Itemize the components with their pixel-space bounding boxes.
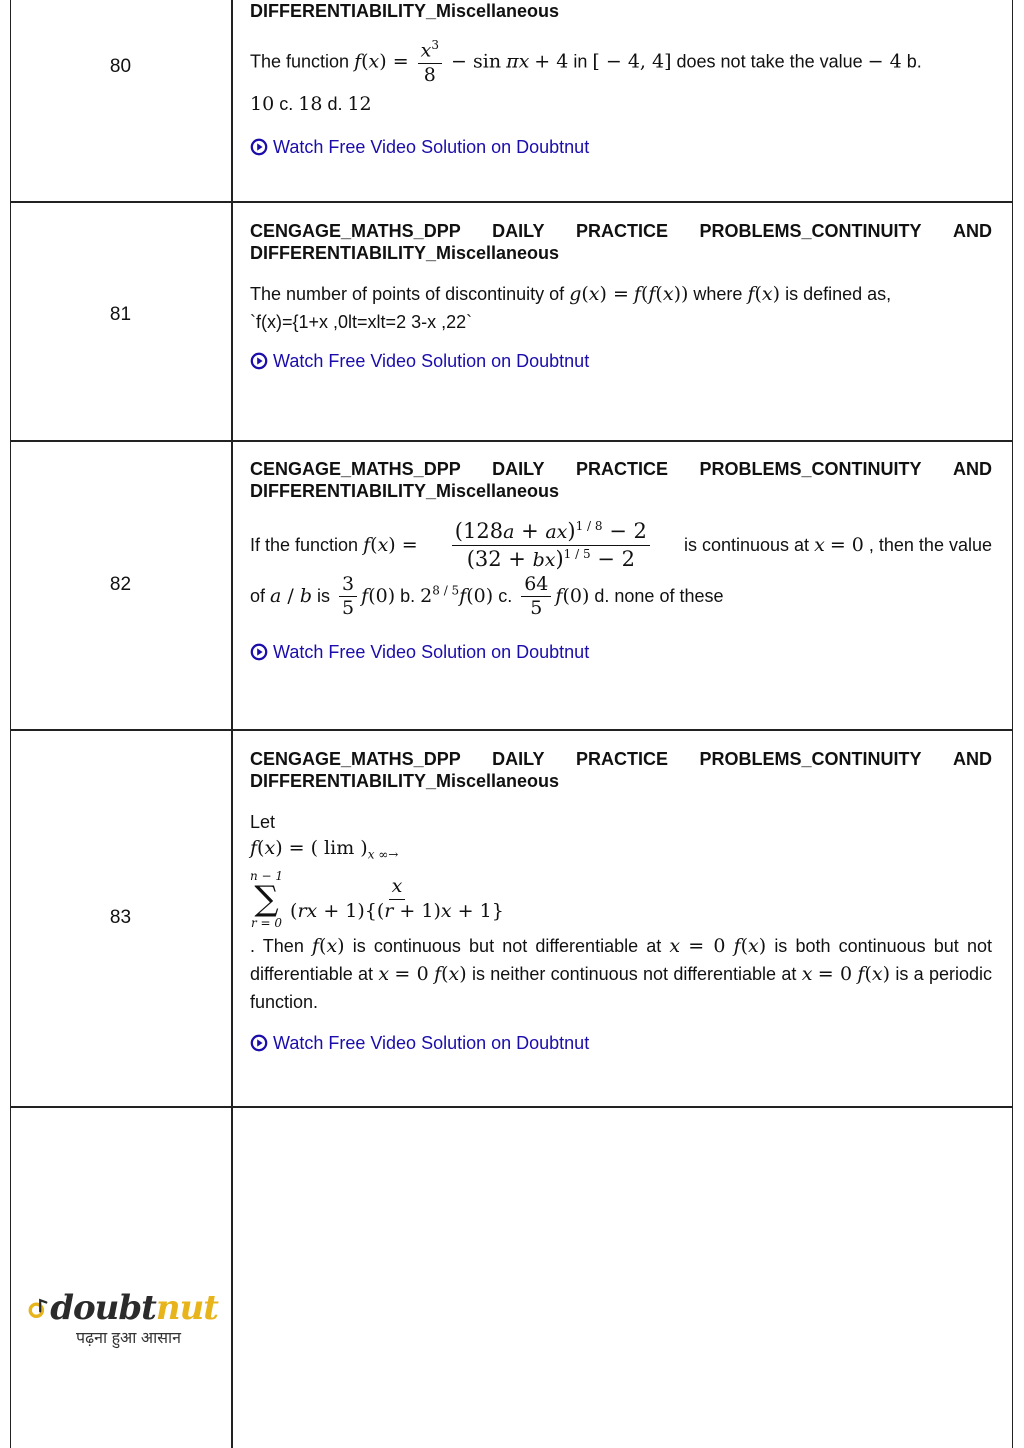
question-header: CENGAGE_MATHS_DPP DAILY PRACTICE PROBLEMS_CONTINUITY AND [250, 459, 992, 479]
row-divider [10, 729, 1013, 731]
question-text: The number of points of discontinuity of g(x) = f(f(x)) where f(x) is defined as, `f(x)={1+x ,0lt=xlt=2 3-x ,22` [250, 283, 892, 332]
logo-wordmark: doubtnut [50, 1288, 218, 1328]
row-divider [10, 1106, 1013, 1108]
watch-video-link[interactable]: Watch Free Video Solution on Doubtnut [250, 1030, 992, 1056]
row-divider [10, 201, 1013, 203]
question-82: CENGAGE_MATHS_DPP DAILY PRACTICE PROBLEMS_CONTINUITY AND DIFFERENTIABILITY_Miscellaneous If the function f(x) = $\frac{(128a + ax)^{1 / 8} - 2}{(32 + bx)^{1 / 5} - 2}$ is continuous at x = 0 , then the value of a / b is $\frac{3}{5}$ f(0) b. $2^{8 / 5}f(0)$ c. $\frac{64}{5}$ f(0) d. none of these Watch Free Video Solution on Doubtnut [250, 458, 992, 665]
column-divider [231, 0, 233, 1448]
question-number: 81 [109, 304, 132, 325]
play-circle-icon [250, 1034, 268, 1052]
watch-video-link[interactable]: Watch Free Video Solution on Doubtnut [250, 348, 992, 374]
doubtnut-logo [28, 1288, 218, 1348]
question-text: The function f(x) = $\frac{x^3}{8}$ − sin πx + 4 in [ − 4, 4] does not take the value − 4 b. 10 c. 18 d. 12 [250, 38, 922, 115]
question-header: CENGAGE_MATHS_DPP DAILY PRACTICE PROBLEMS_CONTINUITY AND [250, 221, 992, 241]
row-divider [10, 440, 1013, 442]
question-number: 82 [109, 574, 132, 595]
question-80 [250, 0, 992, 160]
question-text: Let f(x) = ( $\lim )_{x \infty\to}$ n − 1 ∑ r = 0 $\frac{x}{(rx + 1)\{(r + 1)x + 1\}}$ . Then f(x) is continuous but not differentiable at x = 0 f(x) is both continuous but not differentiable at x = 0 f(x) is neither continuous not differentiable at x = 0 f(x) is a periodic function. [250, 812, 992, 1012]
question-text: If the function f(x) = $\frac{(128a + ax)^{1 / 8} - 2}{(32 + bx)^{1 / 5} - 2}$ is continuous at x = 0 , then the value of a / b is $\frac{3}{5}$ f(0) b. $2^{8 / 5}f(0)$ c. $\frac{64}{5}$ f(0) d. none of these [250, 519, 992, 620]
play-circle-icon [250, 643, 268, 661]
table-frame [10, 0, 1013, 1448]
question-header: DIFFERENTIABILITY_Miscellaneous [250, 1, 560, 21]
logo-tagline: पढ़ना हुआ आसान [76, 1330, 182, 1347]
doubtnut-logo-icon [28, 1288, 50, 1328]
play-circle-icon [250, 352, 268, 370]
question-81: CENGAGE_MATHS_DPP DAILY PRACTICE PROBLEMS_CONTINUITY AND DIFFERENTIABILITY_Miscellaneous The number of points of discontinuity of g(x) = f(f(x)) where f(x) is defined as, `f(x)={1+x ,0lt=xlt=2 3-x ,22` Watch Free Video Solution on Doubtnut [250, 220, 992, 374]
question-83: CENGAGE_MATHS_DPP DAILY PRACTICE PROBLEMS_CONTINUITY AND DIFFERENTIABILITY_Miscellaneous Let f(x) = ( $\lim )_{x \infty\to}$ n − 1 ∑ r = 0 $\frac{x}{(rx + 1)\{(r + 1)x + 1\}}$ . Then f(x) is continuous but not differentiable at x = 0 f(x) is both continuous but not differentiable at x = 0 f(x) is neither continuous not differentiable at x = 0 f(x) is a periodic function. Watch Free Video Solution on Doubtnut [250, 748, 992, 1056]
question-number: 83 [109, 907, 132, 928]
watch-video-link[interactable]: Watch Free Video Solution on Doubtnut [250, 134, 992, 160]
play-circle-icon [250, 138, 268, 156]
question-header: CENGAGE_MATHS_DPP DAILY PRACTICE PROBLEMS_CONTINUITY AND [250, 749, 992, 769]
watch-video-link[interactable]: Watch Free Video Solution on Doubtnut [250, 639, 992, 665]
question-number: 80 [109, 56, 132, 77]
